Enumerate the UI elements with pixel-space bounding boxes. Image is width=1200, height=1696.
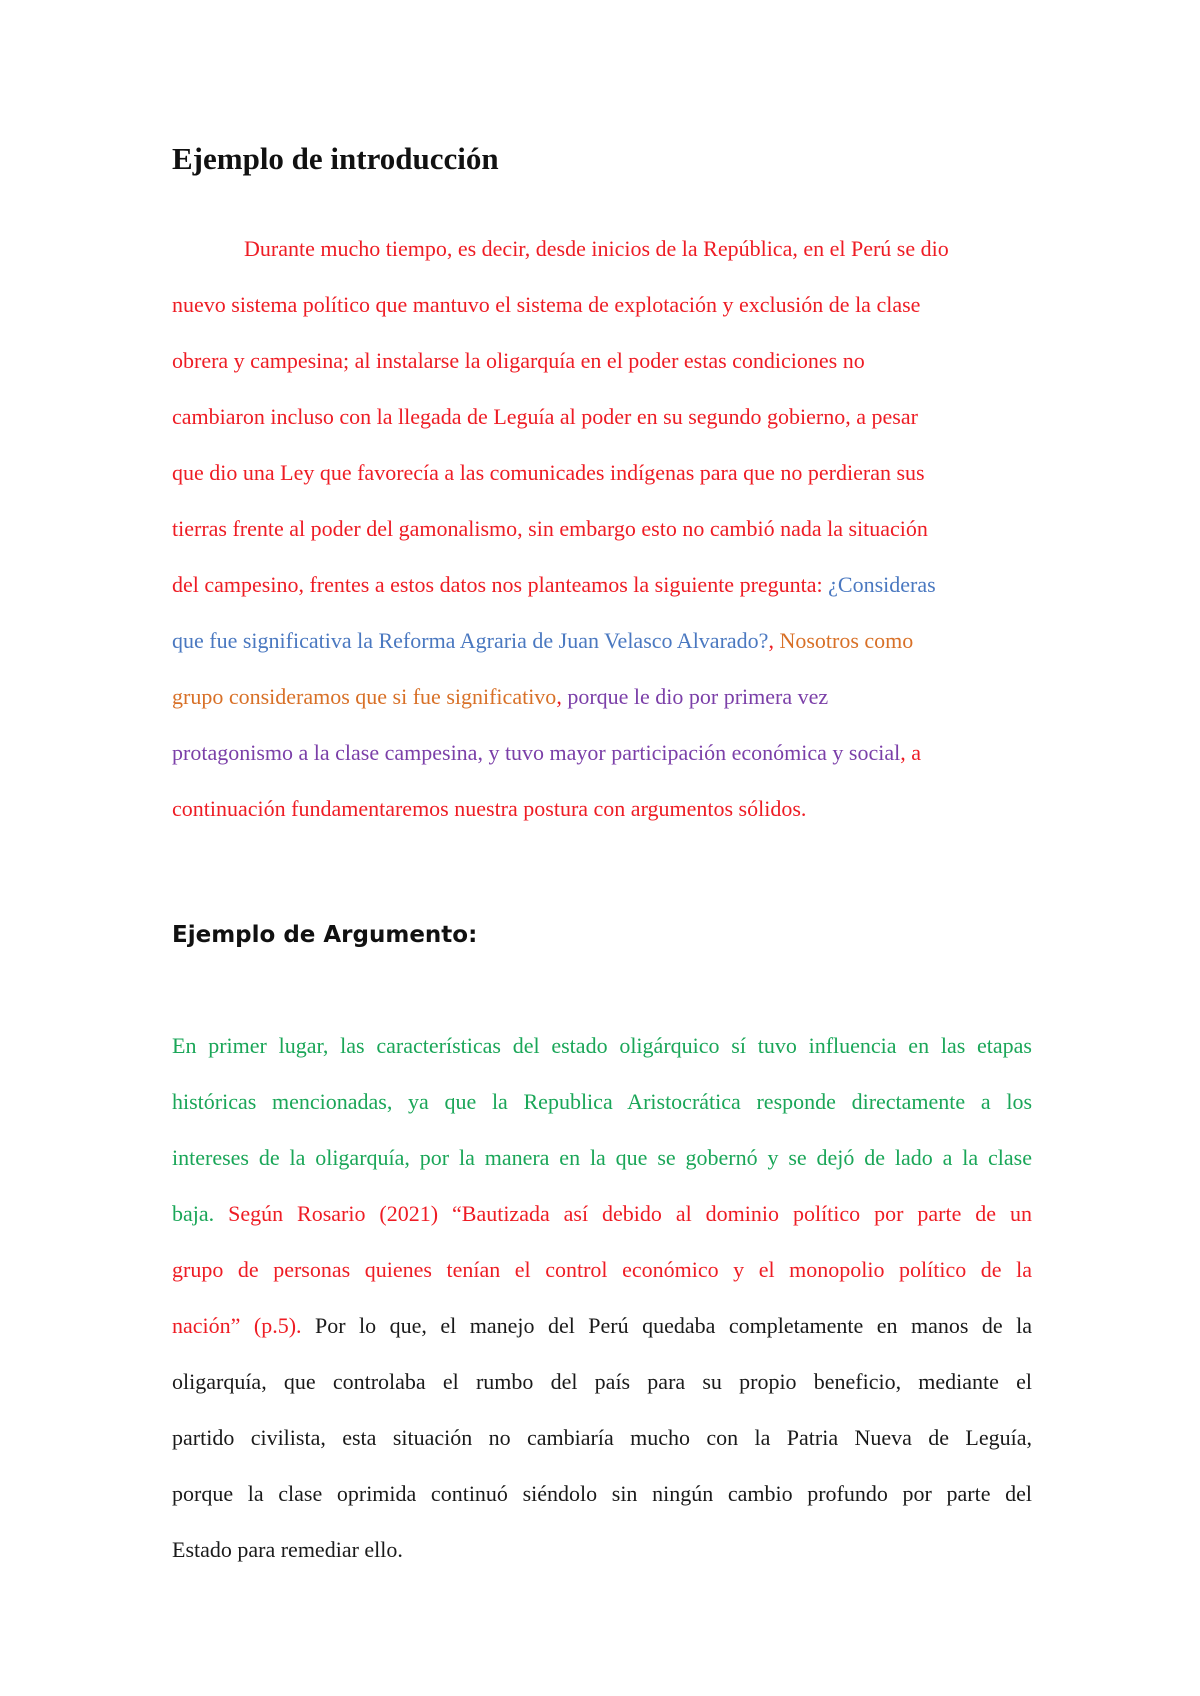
- intro-line-2: nuevo sistema político que mantuvo el sistema de explotación y exclusión de la clase: [172, 292, 921, 317]
- research-question-end: que fue significativa la Reforma Agraria de Juan Velasco Alvarado?: [172, 628, 769, 653]
- intro-line-7-context: del campesino, frentes a estos datos nos planteamos la siguiente pregunta:: [172, 572, 829, 597]
- arg-line-4: [172, 1186, 1032, 1242]
- arg-line-1: En primer lugar, las características del estado oligárquico sí tuvo influencia en las etapas: [172, 1033, 1032, 1058]
- introduction-heading: Ejemplo de introducción: [172, 141, 499, 176]
- arg-line-6: [172, 1298, 1032, 1354]
- arg-line-7: oligarquía, que controlaba el rumbo del país para su propio beneficio, mediante el: [172, 1369, 1032, 1394]
- reasons-start: porque le dio por primera vez: [567, 684, 829, 709]
- intro-line-4: cambiaron incluso con la llegada de Leguía al poder en su segundo gobierno, a pesar: [172, 404, 918, 429]
- intro-line-3: obrera y campesina; al instalarse la oligarquía en el poder estas condiciones no: [172, 348, 865, 373]
- intro-line-5: que dio una Ley que favorecía a las comunicades indígenas para que no perdieran sus: [172, 460, 925, 485]
- intro-line-8: [172, 613, 1032, 669]
- arg-line-6-black: Por lo que, el manejo del Perú quedaba completamente en manos de la: [315, 1313, 1033, 1338]
- thesis-end: grupo consideramos que si fue significativo: [172, 684, 557, 709]
- argument-paragraph: [172, 1018, 1032, 1578]
- intro-line-7: [172, 557, 1032, 613]
- arg-line-4-green: baja.: [172, 1201, 229, 1226]
- arg-line-5: grupo de personas quienes tenían el control económico y el monopolio político de la: [172, 1257, 1032, 1282]
- quote-end: nación” (p.5).: [172, 1313, 316, 1338]
- intro-line-9: [172, 669, 1032, 725]
- reasons-end: protagonismo a la clase campesina, y tuvo mayor participación económica y social: [172, 740, 901, 765]
- intro-line-11: continuación fundamentaremos nuestra postura con argumentos sólidos.: [172, 796, 807, 821]
- arg-line-8: partido civilista, esta situación no cambiaría mucho con la Patria Nueva de Leguía,: [172, 1425, 1032, 1450]
- intro-line-8-comma: ,: [768, 628, 780, 653]
- intro-line-10: [172, 725, 1032, 781]
- intro-line-6: tierras frente al poder del gamonalismo, sin embargo esto no cambió nada la situación: [172, 516, 928, 541]
- intro-line-1: Durante mucho tiempo, es decir, desde inicios de la República, en el Perú se dio: [244, 236, 949, 261]
- intro-line-10-tail: , a: [900, 740, 921, 765]
- quote-start: Según Rosario (2021) “Bautizada así debido al dominio político por parte de un: [228, 1201, 1032, 1226]
- arg-line-3: intereses de la oligarquía, por la manera en la que se gobernó y se dejó de lado a la clase: [172, 1145, 1032, 1170]
- argument-heading: Ejemplo de Argumento:: [172, 922, 478, 948]
- arg-line-10: Estado para remediar ello.: [172, 1537, 403, 1562]
- thesis-start: Nosotros como: [779, 628, 914, 653]
- intro-line-9-comma: ,: [556, 684, 568, 709]
- arg-line-9: porque la clase oprimida continuó siéndolo sin ningún cambio profundo por parte del: [172, 1481, 1032, 1506]
- research-question-start: ¿Consideras: [828, 572, 936, 597]
- introduction-paragraph: [172, 221, 1032, 837]
- arg-line-2: históricas mencionadas, ya que la Republica Aristocrática responde directamente a los: [172, 1089, 1032, 1114]
